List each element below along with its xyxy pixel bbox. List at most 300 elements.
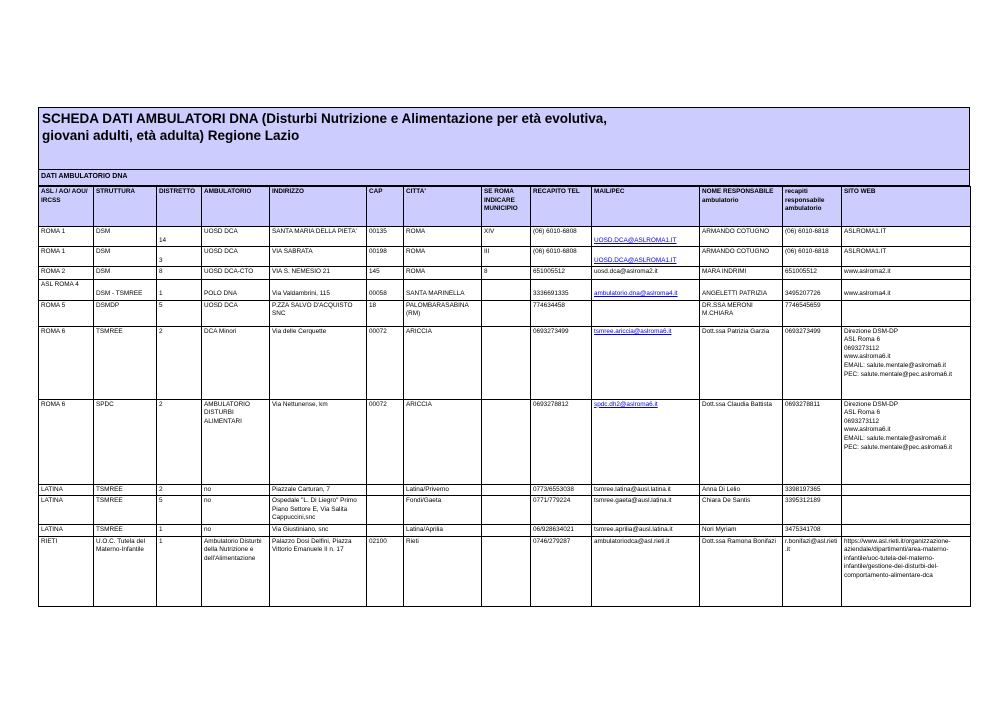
cell-sito (842, 227, 971, 247)
cell-text: ROMA 6 (41, 327, 66, 335)
cell-responsabile (700, 399, 783, 484)
cell-text: VIA S. NEMESIO 21 (272, 268, 330, 276)
cell-text: DSM (96, 228, 111, 235)
cell-text: 18 (369, 301, 377, 309)
cell-seroma (482, 496, 531, 525)
cell-text: Dott.ssa Claudia Battista (702, 400, 772, 408)
cell-text: 2 (159, 400, 163, 408)
sheet-title-box (38, 107, 970, 170)
cell-seroma (482, 536, 531, 606)
cell-asl (39, 300, 94, 326)
cell-text: 1 (159, 289, 163, 297)
cell-struttura (94, 247, 157, 267)
cell-responsabile (700, 484, 783, 496)
cell-ambulatorio (202, 247, 270, 267)
cell-text: Via Valdambrini, 115 (272, 289, 330, 297)
cell-text: 0693278811 (785, 400, 821, 408)
table-row (39, 267, 971, 280)
cell-text: DSMDP (96, 301, 120, 309)
cell-text: SANTA MARIA DELLA PIETA' (272, 228, 357, 235)
cell-text: ROMA 1 (41, 248, 66, 256)
cell-seroma (482, 484, 531, 496)
cell-indirizzo (270, 280, 367, 300)
cell-recapiti (783, 300, 842, 326)
cell-mail[interactable] (592, 227, 700, 247)
cell-text: 2 (159, 327, 163, 335)
cell-text: 7746545659 (785, 301, 821, 309)
cell-text: 00072 (369, 400, 387, 408)
cell-distretto (157, 300, 202, 326)
cell-asl (39, 399, 94, 484)
cell-text: DSM (96, 248, 111, 256)
cell-responsabile (700, 536, 783, 606)
cell-distretto (157, 267, 202, 280)
col-header-cap: CAP (367, 187, 404, 227)
cell-recapito (531, 280, 592, 300)
cell-mail (592, 536, 700, 606)
mail-link: tsmree.aprilia@ausl.latina.it (594, 525, 673, 533)
cell-text: 3495207726 (785, 289, 821, 297)
cell-ambulatorio (202, 536, 270, 606)
cell-text: RIETI (41, 537, 58, 545)
cell-text: 0771/779224 (533, 497, 571, 505)
cell-recapiti (783, 247, 842, 267)
col-header-struttura: STRUTTURA (94, 187, 157, 227)
mail-link[interactable]: spdc.dh2@aslroma6.it (594, 400, 658, 408)
cell-cap (367, 280, 404, 300)
cell-struttura (94, 484, 157, 496)
cell-text: Via Nettunense, km (272, 400, 328, 408)
cell-distretto (157, 524, 202, 536)
cell-asl (39, 267, 94, 280)
cell-recapito (531, 326, 592, 399)
cell-text: ARMANDO COTUGNO (702, 228, 770, 235)
cell-text: 5 (159, 301, 163, 309)
cell-text: Dott.ssa Patrizia Garzia (702, 327, 770, 335)
cell-text: r.bonifazi@asl.rieti.it (785, 537, 838, 554)
cell-sito (842, 280, 971, 300)
cell-distretto (157, 484, 202, 496)
cell-mail[interactable] (592, 326, 700, 399)
cell-asl (39, 524, 94, 536)
cell-cap (367, 326, 404, 399)
cell-sito (842, 326, 971, 399)
cell-ambulatorio (202, 524, 270, 536)
cell-text: P.ZZA SALVO D'ACQUISTO SNC (272, 301, 353, 318)
cell-text: 06/928634021 (533, 525, 574, 533)
table-row (39, 524, 971, 536)
cell-text: 2 (159, 485, 163, 493)
cell-sito (842, 399, 971, 484)
cell-text: Ospedale "L. Di Liegro" Primo Piano Settore E, Via Salita Cappuccini,snc (272, 497, 357, 522)
col-header-asl: ASL / AO/ AOU/ IRCSS (39, 187, 94, 227)
cell-text: 1 (159, 537, 163, 545)
cell-seroma (482, 399, 531, 484)
cell-text: 651005512 (533, 268, 565, 276)
cell-ambulatorio (202, 399, 270, 484)
cell-recapito (531, 536, 592, 606)
cell-indirizzo (270, 399, 367, 484)
cell-indirizzo (270, 267, 367, 280)
cell-struttura (94, 300, 157, 326)
cell-text: 1 (159, 525, 163, 533)
cell-text: 00072 (369, 327, 387, 335)
cell-text: ARMANDO COTUGNO (702, 248, 770, 256)
cell-text: 3398197365 (785, 485, 821, 493)
cell-responsabile (700, 247, 783, 267)
cell-text: TSMREE (96, 525, 123, 533)
cell-text: Direzione DSM-DP ASL Roma 6 0693273112 www.aslroma6.it EMAIL: salute.mentale@aslroma6.it PEC: salute.mentale@pec.aslroma6.it (844, 400, 953, 451)
cell-text: (06) 6010-6818 (785, 248, 829, 256)
cell-text: Piazzale Carturan, 7 (272, 485, 330, 493)
cell-text: no (204, 485, 212, 493)
table-row (39, 300, 971, 326)
cell-responsabile (700, 300, 783, 326)
cell-text: ROMA 6 (41, 400, 66, 408)
cell-cap (367, 247, 404, 267)
cell-text: 5 (159, 497, 163, 505)
cell-text: Dott.ssa Ramona Bonifazi (702, 537, 776, 545)
table-row (39, 247, 971, 267)
cell-cap (367, 484, 404, 496)
cell-citta (404, 247, 482, 267)
cell-text: UOSD DCA (204, 301, 238, 309)
cell-indirizzo (270, 300, 367, 326)
cell-recapito (531, 496, 592, 525)
cell-asl (39, 484, 94, 496)
mail-link: tsmree.gaeta@ausl.latina.it (594, 497, 672, 505)
cell-text: UOSD DCA (204, 228, 238, 235)
mail-link[interactable]: UOSD.DCA@ASLROMA1.IT (594, 236, 677, 244)
cell-text: 774634458 (533, 301, 565, 309)
cell-text: (06) 6010-6818 (785, 228, 829, 235)
cell-recapiti (783, 267, 842, 280)
cell-text: DSM - TSMREE (96, 289, 143, 297)
sheet-title-line-1: SCHEDA DATI AMBULATORI DNA (Disturbi Nutrizione e Alimentazione per età evolutiva, (42, 111, 608, 126)
cell-text: 00058 (369, 289, 387, 297)
cell-text: Anna Di Lelio (702, 485, 741, 493)
cell-struttura (94, 496, 157, 525)
cell-text: 00198 (369, 248, 387, 256)
cell-text: LATINA (41, 497, 63, 505)
cell-asl (39, 326, 94, 399)
col-header-responsabile: NOME RESPONSABILE ambulatorio (700, 187, 783, 227)
cell-text: DR.SSA MERONI M.CHIARA (702, 301, 753, 318)
cell-text: no (204, 525, 212, 533)
cell-cap (367, 399, 404, 484)
cell-indirizzo (270, 524, 367, 536)
cell-seroma (482, 227, 531, 247)
cell-cap (367, 496, 404, 525)
cell-ambulatorio (202, 280, 270, 300)
cell-citta (404, 536, 482, 606)
cell-recapito (531, 300, 592, 326)
cell-text: III (484, 248, 490, 256)
cell-text: ROMA (406, 248, 426, 256)
cell-distretto (157, 326, 202, 399)
cell-text: Ambulatorio Disturbi della Nutrizione e dell'Alimentazione (204, 537, 262, 562)
cell-text: Palazzo Dosi Delfini, Piazza Vittorio Emanuele II n. 17 (272, 537, 352, 554)
col-header-citta: CITTA' (404, 187, 482, 227)
cell-seroma (482, 280, 531, 300)
cell-citta (404, 227, 482, 247)
cell-mail (592, 524, 700, 536)
cell-citta (404, 399, 482, 484)
cell-ambulatorio (202, 496, 270, 525)
cell-text: (06) 6010-6808 (533, 248, 577, 256)
cell-seroma (482, 524, 531, 536)
cell-citta (404, 300, 482, 326)
cell-struttura (94, 524, 157, 536)
cell-sito (842, 247, 971, 267)
table-row (39, 496, 971, 525)
cell-text: https://www.asl.rieti.it/organizzazione-aziendale/dipartimenti/area-materno-infantile/uoc-tutela-del-materno-infantile/gestione-dei-disturbi-del-comportamento-alimentare-dca (844, 537, 951, 579)
cell-cap (367, 227, 404, 247)
cell-recapiti (783, 496, 842, 525)
cell-text: Via Giustiniano, snc (272, 525, 329, 533)
cell-text: 8 (159, 268, 163, 276)
cell-distretto (157, 496, 202, 525)
cell-text: 0693273499 (533, 327, 569, 335)
col-header-mail: MAIL/PEC (592, 187, 700, 227)
table-row (39, 484, 971, 496)
cell-text: LATINA (41, 485, 63, 493)
cell-asl (39, 280, 94, 300)
table-row (39, 280, 971, 300)
cell-text: ROMA 1 (41, 228, 66, 235)
cell-mail[interactable] (592, 280, 700, 300)
cell-sito (842, 524, 971, 536)
cell-text: DSM (96, 268, 111, 276)
cell-text: 0693278812 (533, 400, 569, 408)
mail-link[interactable]: ambulatorio.dna@aslroma4.it (594, 289, 678, 297)
cell-text: ASLROMA1.IT (844, 228, 887, 235)
cell-struttura (94, 227, 157, 247)
cell-text: ROMA 5 (41, 301, 66, 309)
cell-text: XIV (484, 228, 495, 235)
cell-indirizzo (270, 496, 367, 525)
cell-struttura (94, 267, 157, 280)
cell-text: UOSD DCA-CTO (204, 268, 254, 276)
cell-text: (06) 6010-6808 (533, 228, 577, 235)
cell-recapito (531, 227, 592, 247)
col-header-ambulatorio: AMBULATORIO (202, 187, 270, 227)
cell-text: TSMREE (96, 497, 123, 505)
cell-cap (367, 300, 404, 326)
cell-citta (404, 280, 482, 300)
cell-text: AMBULATORIO DISTURBI ALIMENTARI (204, 400, 250, 425)
cell-seroma (482, 326, 531, 399)
cell-text: 00135 (369, 228, 387, 235)
cell-text: ASLROMA1.IT (844, 248, 887, 256)
cell-mail (592, 484, 700, 496)
cell-indirizzo (270, 326, 367, 399)
cell-responsabile (700, 326, 783, 399)
col-header-recapito: RECAPITO TEL (531, 187, 592, 227)
cell-distretto (157, 399, 202, 484)
cell-distretto (157, 227, 202, 247)
mail-link[interactable]: UOSD.DCA@ASLROMA1.IT (594, 256, 677, 264)
cell-recapiti (783, 536, 842, 606)
data-sheet (38, 107, 970, 607)
cell-ambulatorio (202, 267, 270, 280)
cell-text: www.aslroma4.it (844, 289, 891, 297)
cell-text: TSMREE (96, 485, 123, 493)
cell-text: no (204, 497, 212, 505)
cell-text: 0693273499 (785, 327, 821, 335)
cell-text: TSMREE (96, 327, 123, 335)
cell-asl (39, 247, 94, 267)
cell-recapito (531, 484, 592, 496)
cell-seroma (482, 300, 531, 326)
cell-struttura (94, 536, 157, 606)
table-row (39, 536, 971, 606)
section-title: DATI AMBULATORIO DNA (38, 170, 970, 186)
cell-asl (39, 496, 94, 525)
cell-recapiti (783, 399, 842, 484)
cell-text: 02100 (369, 537, 387, 545)
cell-distretto (157, 536, 202, 606)
cell-text: LATINA (41, 525, 63, 533)
cell-text: VIA SABRATA (272, 248, 313, 256)
cell-text: UOSD DCA (204, 248, 238, 256)
cell-recapito (531, 524, 592, 536)
cell-mail[interactable] (592, 247, 700, 267)
cell-text: 3475341708 (785, 525, 821, 533)
cell-indirizzo (270, 536, 367, 606)
cell-seroma (482, 267, 531, 280)
ambulatori-table (38, 186, 971, 607)
cell-cap (367, 536, 404, 606)
cell-cap (367, 524, 404, 536)
cell-indirizzo (270, 227, 367, 247)
mail-link: tsmree.latina@ausl.latina.it (594, 485, 671, 493)
cell-text: ROMA (406, 268, 426, 276)
cell-text: DCA Minori (204, 327, 237, 335)
cell-text: Via delle Cerquette (272, 327, 327, 335)
cell-recapiti (783, 484, 842, 496)
cell-sito (842, 536, 971, 606)
cell-sito (842, 300, 971, 326)
cell-sito (842, 484, 971, 496)
cell-text: POLO DNA (204, 289, 238, 297)
cell-text: ARICCIA (406, 400, 432, 408)
cell-responsabile (700, 280, 783, 300)
cell-text: 14 (159, 236, 167, 244)
cell-text: Latina/Priverno (406, 485, 449, 493)
cell-mail (592, 267, 700, 280)
cell-recapiti (783, 227, 842, 247)
col-header-indirizzo: INDIRIZZO (270, 187, 367, 227)
cell-responsabile (700, 227, 783, 247)
cell-ambulatorio (202, 227, 270, 247)
cell-struttura (94, 326, 157, 399)
cell-text: Nori Myriam (702, 525, 737, 533)
cell-struttura (94, 399, 157, 484)
cell-recapito (531, 267, 592, 280)
cell-text: 0746/279287 (533, 537, 571, 545)
cell-indirizzo (270, 247, 367, 267)
cell-text: MARA INDRIMI (702, 268, 747, 276)
cell-responsabile (700, 496, 783, 525)
cell-text: 145 (369, 268, 380, 276)
cell-recapiti (783, 326, 842, 399)
table-header-row (39, 187, 971, 227)
cell-mail (592, 496, 700, 525)
mail-link: ambulatoriodca@asl.rieti.it (594, 537, 670, 545)
cell-citta (404, 484, 482, 496)
cell-recapito (531, 247, 592, 267)
cell-sito (842, 267, 971, 280)
cell-text: 8 (484, 268, 488, 276)
mail-link: uosd.dca@aslroma2.it (594, 268, 658, 276)
col-header-recapiti: recapiti responsabile ambulatorio (783, 187, 842, 227)
cell-text: 3 (159, 256, 163, 264)
cell-mail[interactable] (592, 399, 700, 484)
cell-text: ARICCIA (406, 327, 432, 335)
cell-responsabile (700, 524, 783, 536)
col-header-sito: SITO WEB (842, 187, 971, 227)
table-body (39, 227, 971, 607)
cell-text: www.aslroma2.it (844, 268, 891, 276)
cell-text: U.O.C. Tutela del Materno-Infantile (96, 537, 146, 554)
cell-text: 0773/6553038 (533, 485, 574, 493)
cell-struttura (94, 280, 157, 300)
sheet-title-line-2: giovani adulti, età adulta) Regione Lazio (42, 128, 300, 143)
cell-ambulatorio (202, 326, 270, 399)
cell-citta (404, 326, 482, 399)
cell-text: SANTA MARINELLA (406, 289, 465, 297)
cell-seroma (482, 247, 531, 267)
table-row (39, 399, 971, 484)
cell-text: ROMA (406, 228, 426, 235)
cell-text: Chiara De Santis (702, 497, 751, 505)
table-row (39, 227, 971, 247)
cell-sito (842, 496, 971, 525)
cell-text: Rieti (406, 537, 419, 545)
cell-recapito (531, 399, 592, 484)
cell-mail (592, 300, 700, 326)
cell-text: ROMA 2 (41, 268, 66, 276)
cell-text: PALOMBARASABINA (RM) (406, 301, 469, 318)
cell-text: SPDC (96, 400, 114, 408)
mail-link[interactable]: tsmree.ariccia@aslroma6.it (594, 327, 672, 335)
cell-recapiti (783, 280, 842, 300)
cell-cap (367, 267, 404, 280)
cell-text: Fondi/Gaeta (406, 497, 442, 505)
cell-recapiti (783, 524, 842, 536)
cell-text: ASL ROMA 4 (41, 281, 79, 289)
table-row (39, 326, 971, 399)
cell-text: ANGELETTI PATRIZIA (702, 289, 768, 297)
cell-responsabile (700, 267, 783, 280)
col-header-distretto: DISTRETTO (157, 187, 202, 227)
cell-text: Direzione DSM-DP ASL Roma 6 0693273112 www.aslroma6.it EMAIL: salute.mentale@aslroma6.it PEC: salute.mentale@pec.aslroma6.it (844, 327, 953, 378)
cell-ambulatorio (202, 300, 270, 326)
cell-text: 651005512 (785, 268, 817, 276)
cell-asl (39, 227, 94, 247)
cell-ambulatorio (202, 484, 270, 496)
cell-distretto (157, 247, 202, 267)
cell-distretto (157, 280, 202, 300)
cell-citta (404, 524, 482, 536)
cell-text: Latina/Aprilia (406, 525, 443, 533)
cell-text: 3336691335 (533, 289, 569, 297)
cell-indirizzo (270, 484, 367, 496)
cell-asl (39, 536, 94, 606)
col-header-se-roma: SE ROMA INDICARE MUNICIPIO (482, 187, 531, 227)
cell-citta (404, 496, 482, 525)
